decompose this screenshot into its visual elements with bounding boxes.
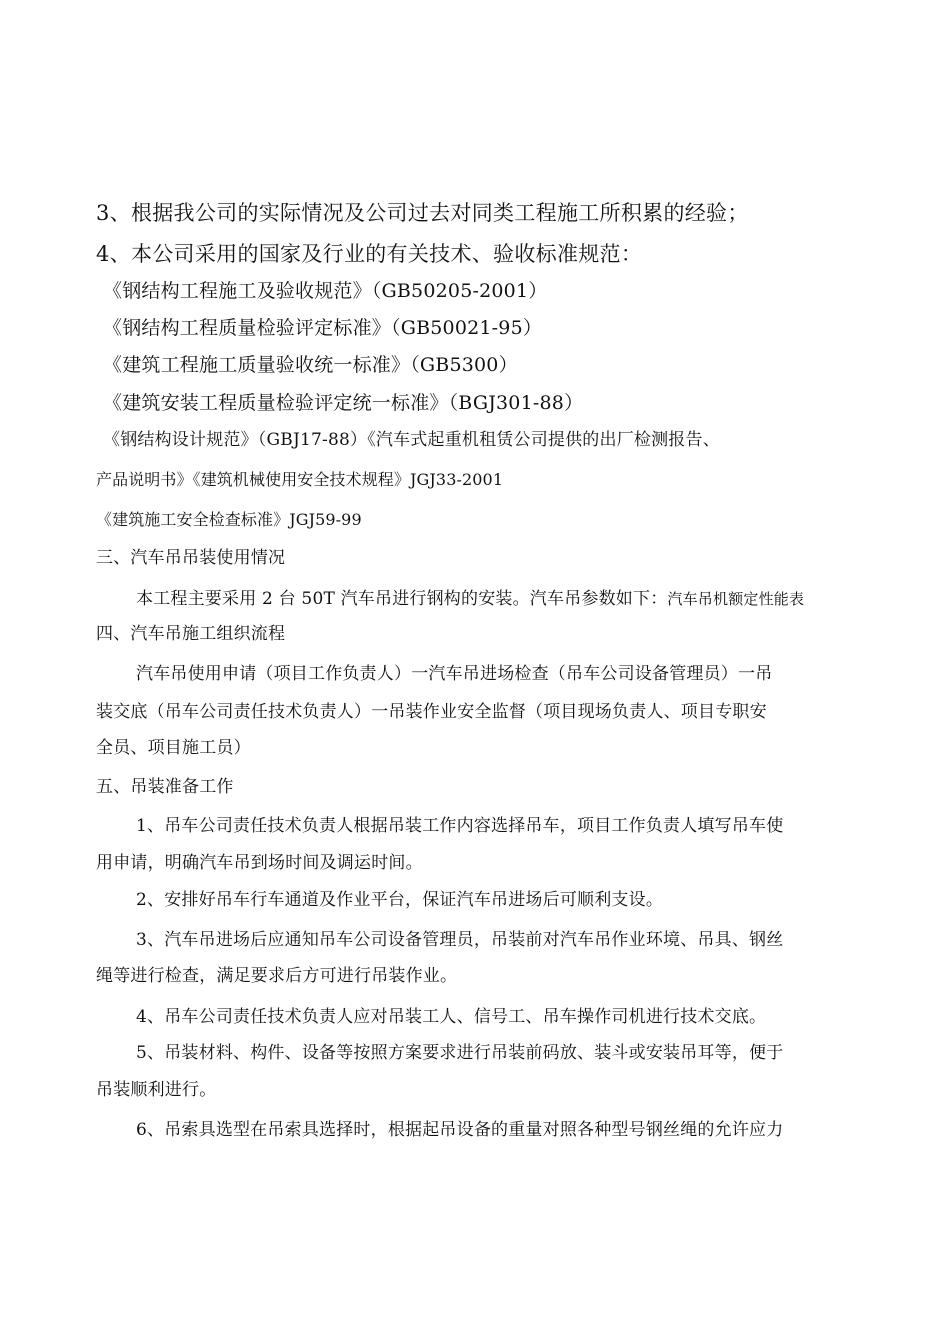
list-item: 3、汽车吊进场后应通知吊车公司设备管理员，吊装前对汽车吊作业环境、吊具、钢丝 bbox=[136, 930, 784, 950]
section-heading: 四、汽车吊施工组织流程 bbox=[96, 624, 286, 644]
paragraph-line: 汽车吊使用申请（项目工作负责人）一汽车吊进场检查（吊车公司设备管理员）一吊 bbox=[136, 664, 773, 684]
paragraph-text: 本工程主要采用 2 台 50T 汽车吊进行钢构的安装。汽车吊参数如下： bbox=[136, 589, 668, 609]
basis-item-3: 3、根据我公司的实际情况及公司过去对同类工程施工所积累的经验； bbox=[96, 201, 749, 225]
list-item-continuation: 吊装顺利进行。 bbox=[96, 1080, 217, 1100]
standard-item: 《钢结构设计规范》（GBJ17-88）《汽车式起重机租赁公司提供的出厂检测报告、 bbox=[103, 430, 720, 450]
paragraph-small-text: 汽车吊机额定性能表 bbox=[667, 590, 805, 608]
standard-item: 《建筑施工安全检查标准》JGJ59-99 bbox=[96, 510, 362, 529]
list-item: 6、吊索具选型在吊索具选择时，根据起吊设备的重量对照各种型号钢丝绳的允许应力 bbox=[136, 1120, 784, 1140]
standard-item: 《钢结构工程施工及验收规范》（GB50205-2001） bbox=[103, 280, 548, 302]
paragraph-line: 全员、项目施工员） bbox=[96, 738, 251, 758]
list-item: 2、安排好吊车行车通道及作业平台，保证汽车吊进场后可顺利支设。 bbox=[136, 890, 664, 910]
basis-item-4: 4、本公司采用的国家及行业的有关技术、验收标准规范： bbox=[96, 242, 643, 266]
standard-item: 《建筑安装工程质量检验评定统一标准》（BGJ301-88） bbox=[103, 392, 584, 414]
section-paragraph bbox=[136, 591, 804, 608]
list-item: 1、吊车公司责任技术负责人根据吊装工作内容选择吊车，项目工作负责人填写吊车使 bbox=[136, 816, 784, 836]
standard-item: 产品说明书》《建筑机械使用安全技术规程》JGJ33-2001 bbox=[96, 470, 504, 489]
section-heading: 五、吊装准备工作 bbox=[96, 777, 234, 797]
list-item: 5、吊装材料、构件、设备等按照方案要求进行吊装前码放、装斗或安装吊耳等，便于 bbox=[136, 1043, 784, 1063]
section-heading: 三、汽车吊吊装使用情况 bbox=[96, 548, 286, 568]
list-item-continuation: 绳等进行检查，满足要求后方可进行吊装作业。 bbox=[96, 966, 458, 986]
list-item: 4、吊车公司责任技术负责人应对吊装工人、信号工、吊车操作司机进行技术交底。 bbox=[136, 1007, 767, 1027]
standard-item: 《钢结构工程质量检验评定标准》（GB50021-95） bbox=[103, 317, 543, 339]
list-item-continuation: 用申请，明确汽车吊到场时间及调运时间。 bbox=[96, 853, 423, 873]
standard-item: 《建筑工程施工质量验收统一标准》（GB5300） bbox=[103, 354, 518, 376]
paragraph-line: 装交底（吊车公司责任技术负责人）一吊装作业安全监督（项目现场负责人、项目专职安 bbox=[96, 702, 767, 722]
